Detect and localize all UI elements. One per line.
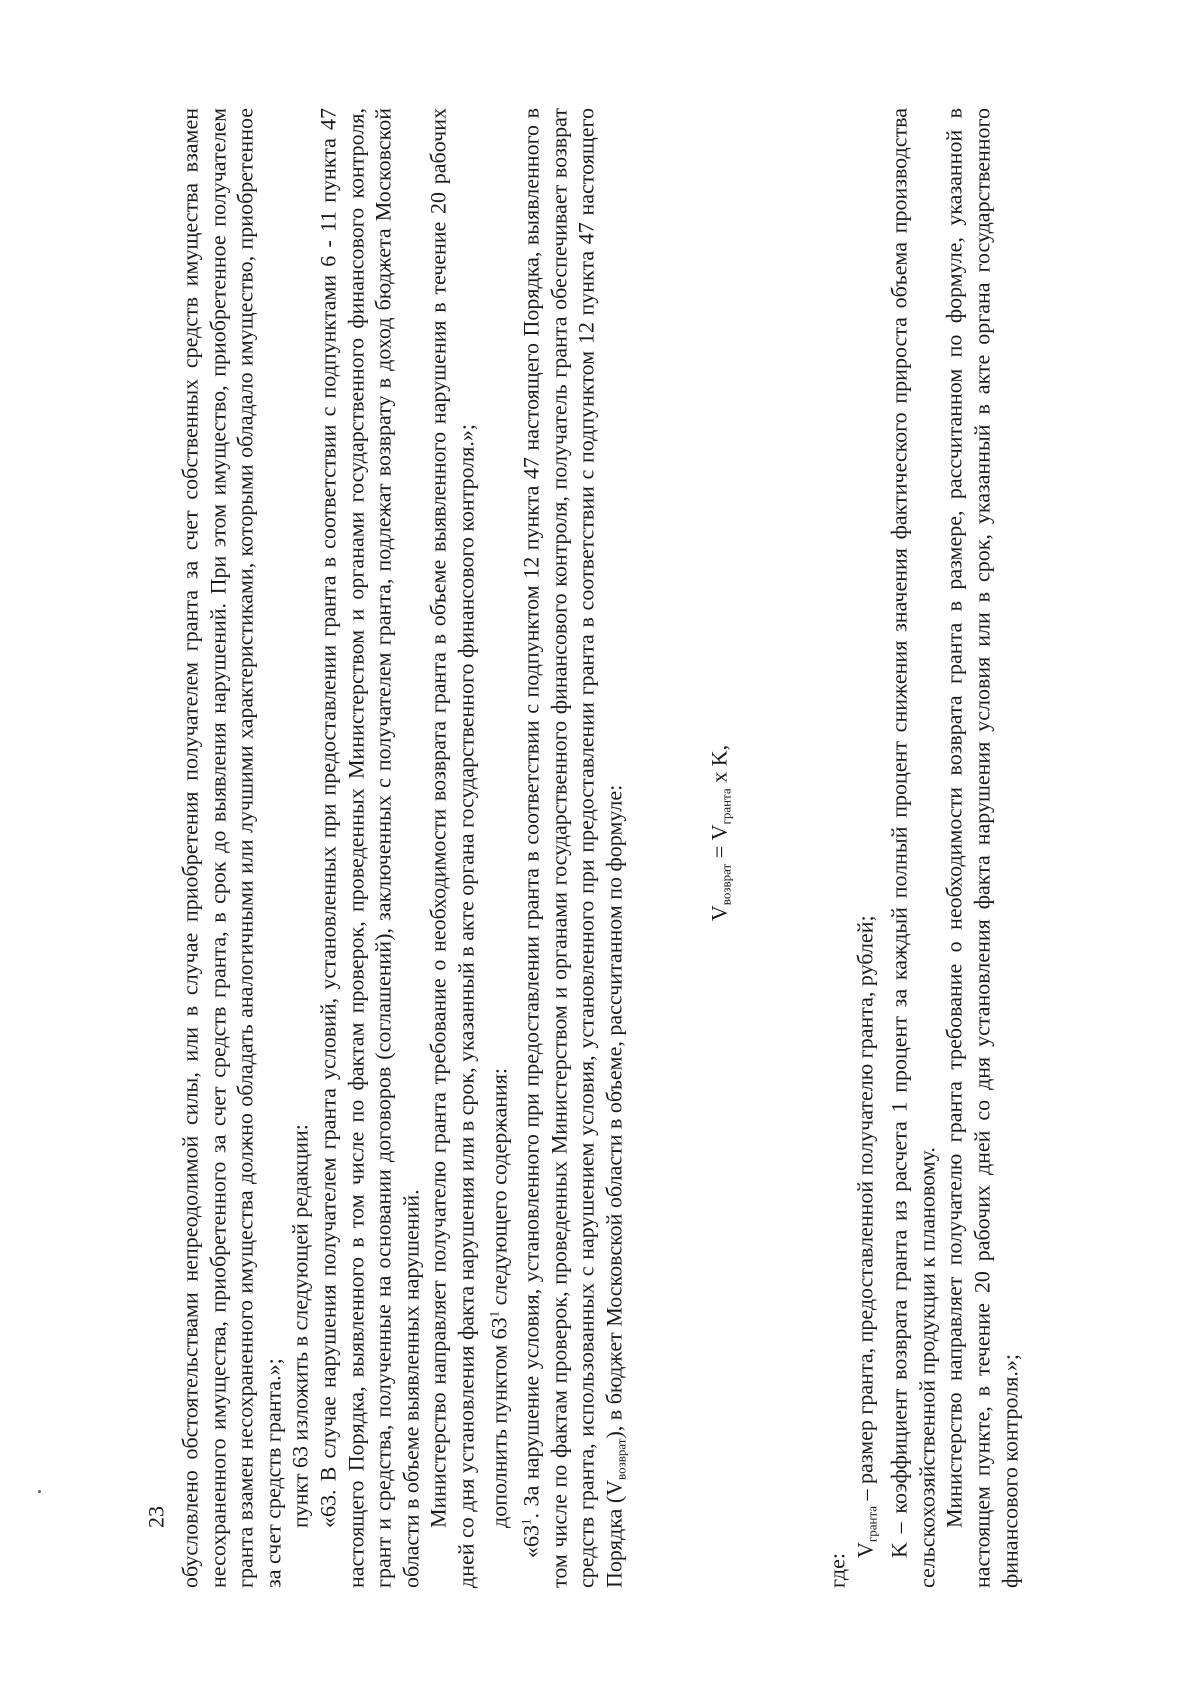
paragraph-4: Министерство направляет получателю гранта требование о необходимости возврата гранта в объеме выявленного нарушения в течение 20 рабочих дней со дня установления факта нарушения или в срок, указанный в акте органа государственного финансового контроля.»; (425, 108, 479, 1588)
paragraph-last: Министерство направляет получателю гранта требование о необходимости возврата гранта в размере, рассчитанном по формуле, указанной в настоящем пункте, в течение 20 рабочих дней со дня установления факта нарушения условия или в срок, указанный в акте органа государственного финансового контроля.»; (941, 108, 1023, 1588)
spacer (739, 108, 823, 1588)
paragraph-6: «$63^1$. За нарушение условия, установленного при предоставлении гранта в соответствии с подпунктом 12 пункта 47 настоящего Порядка, выявленного в том числе по фактам проверок, проведенных Министерством и органами государственного финансового контроля, получатель гранта обеспечивает возврат средств гранта, использованных с нарушением условия, установленного при предоставлении гранта в соответствии с подпунктом 12 пункта 47 настоящего Порядка $(V_{возврат})$, в бюджет Московской области в объеме, рассчитанном по формуле: (518, 108, 629, 1588)
paragraph-2: пункт 63 изложить в следующей редакции: (287, 1124, 313, 1528)
where-label: где: (824, 1553, 850, 1588)
paragraph-1: обусловлено обстоятельствами непреодолимой силы, или в случае приобретения получателем гранта за счет собственных средств имущества взамен несохраненного имущества, приобретенного за счет средств гранта, в срок до выявления нарушений. При этом имущество, приобретенное получателем гранта взамен несохраненного имущества должно обладать аналогичными или лучшими характеристиками, которыми обладало имущество, приобретенное за счет средств гранта.»; (177, 108, 286, 1588)
paragraph-5: дополнить пунктом $63^1$ следующего содержания: (485, 1068, 511, 1528)
formula: $V_{возврат} = V_{гранта}$ x K, (705, 744, 733, 922)
page-number: 23 (143, 1506, 169, 1528)
rotated-text-block (143, 108, 1023, 1588)
scan-dot (38, 1490, 41, 1493)
definition-k: K – коэффициент возврата гранта из расчета 1 процент за каждый полный процент снижения значения фактического прироста объема производства сельскохозяйственной продукции к плановому. (886, 108, 940, 1588)
paragraph-3: «63. В случае нарушения получателем гранта условий, установленных при предоставлении гранта в соответствии с подпунктами 6 - 11 пункта 47 настоящего Порядка, выявленного в том числе по фактам проверок, проведенных Министерством и органами государственного финансового контроля, грант и средства, полученные на основании договоров (соглашений), заключенных с получателем гранта, подлежат возврату в доход бюджета Московской области в объеме выявленных нарушений. (315, 108, 424, 1588)
definition-v-granta: $V_{гранта}$ – размер гранта, предоставленной получателю гранта, рублей; (852, 915, 880, 1558)
spacer (635, 108, 705, 1588)
